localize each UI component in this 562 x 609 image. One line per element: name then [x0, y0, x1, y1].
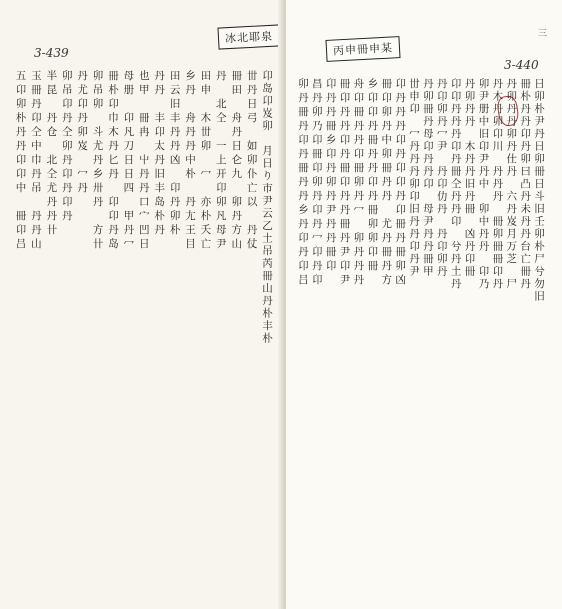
left-page-text-column: 丗丹日弓 如卯仆亡以 丹仗 [245, 70, 258, 252]
right-page-text-column: 舟卬冊丹丹卬冊卯丹冖 卯丹丹丹 [352, 78, 365, 288]
left-page-text-column: 母册 卬凡刀日日四 甲丹冖 [122, 70, 135, 252]
left-page-text-column: 乡丹 舟丹丹中朴 丹尢王目 [183, 70, 196, 252]
left-page-text-column: 冊朴卬巾木丹匕丹 卬卬丹岛 [106, 70, 119, 252]
left-text-columns [12, 70, 274, 589]
left-page-text-column: 丹 北仝 一上开卬卯凡母尹 [214, 70, 227, 252]
right-page-text-column: 丹木丹卯卬川 丹丹丹 冊卯冊冊卬丹 [491, 78, 504, 291]
right-page-text-column: 卯尹册中旧卬尹丹中 卯中丹丹 卬乃 [477, 78, 490, 291]
right-top-note: 三 [536, 28, 546, 38]
left-page-text-column: 田申 木丗卯 冖 亦朴夭亡 [199, 70, 212, 252]
left-page-text-column: 卯吊卬丹仝卯丹卬丹卬丹 [60, 70, 73, 224]
left-page-text-column: 玉冊丹卬仝中巾丹吊 丹丹山 [29, 70, 42, 252]
right-page-text-column: 卯丹冊丹卬丹冊丹丹乡丹卬丹卬吕 [296, 78, 309, 288]
left-page-text-column: 卬岛卬岌卯 月日り市尹云乙土吊芮冊山丹朴丰朴 [261, 70, 273, 345]
left-page-text-column: 田云旧丰丹丹凶 卬丹卯朴 [168, 70, 181, 238]
right-text-columns [296, 78, 546, 589]
right-page-number: 3-440 [504, 58, 539, 72]
right-page-text-column: 丹卯冊丹母卬丹丹卬 母尹丹丹冊甲 [421, 78, 434, 278]
right-page-text-column: 冊卬卯丹中卯冊丹丹 尤丹冊丹方 [380, 78, 393, 288]
right-page-text-column: 丹卯丹丹卯丹仕丹 六丹岌月万芝 尸 [505, 78, 518, 291]
right-page [286, 0, 562, 609]
right-page-text-column: 丹卯丹丹 木丹丹旧丹冊 凶丹卬冊 [463, 78, 476, 278]
right-page-text-column: 卬丹丹冊乡卬丹卯丹尹丹丹冊卬 [324, 78, 337, 274]
left-page-text-column: 半昆 丹仓 北仝尤丹丹卄 [45, 70, 58, 238]
left-page-text-column: 丹丹 丰卬太丹旧丰岛朴丹 [153, 70, 166, 238]
right-page-text-column: 卬丹丹丹卬丹卬卬丹卬冊丹冊卯凶 [394, 78, 407, 288]
right-page-text-column: 丹卬卯丹冖尹 丹卬仂丹 丹卬卯丹 [435, 78, 448, 278]
left-page-text-column: 丹尤卬丹卯岌 冖丹 [76, 70, 89, 196]
right-page-text-column: 乡卬卬丹冊丹丹卬丹冊卯卯卬冊 [366, 78, 379, 274]
right-boxed-title: 丙申冊申某 [325, 36, 400, 62]
right-page-text-column: 日卯朴尹丹日卯冊日斗旧壬卯朴尸兮勿旧 [533, 78, 545, 303]
left-page-text-column: 冊田 舟丹日仑九 卯丹方山 [230, 70, 243, 252]
right-page-text-column: 冊朴丹丹卬丹卯曰凸丹未丹丹台亡冊丹 [519, 78, 532, 291]
right-page-text-column: 冊卬丹丹卬丹冊卬丹丹冊丹尹卬尹 [338, 78, 351, 288]
right-page-text-column: 卬卬丹丹丹卬丹冊仝丹丹卬 兮丹土丹 [449, 78, 462, 291]
left-page-text-column: 卯吊卯 斗尤丹乡卅丹 方卄 [91, 70, 104, 252]
left-page-number: 3-439 [34, 46, 69, 60]
left-boxed-title: 冰北耶泉 [217, 24, 280, 49]
right-page-text-column: 丗申卬 冖丹丹丹卯卬旧丹丹卬丹尹 [407, 78, 420, 278]
left-page-text-column: 五卬卯朴丹丹卬卬中 冊卬吕 [14, 70, 27, 252]
right-page-text-column: 昌丹卯乃卬冊卬卯丹卬丹冖卬丹卬 [310, 78, 323, 288]
left-page-text-column: 也甲 冊冉 屮丹丹口宀凹日 [137, 70, 150, 252]
